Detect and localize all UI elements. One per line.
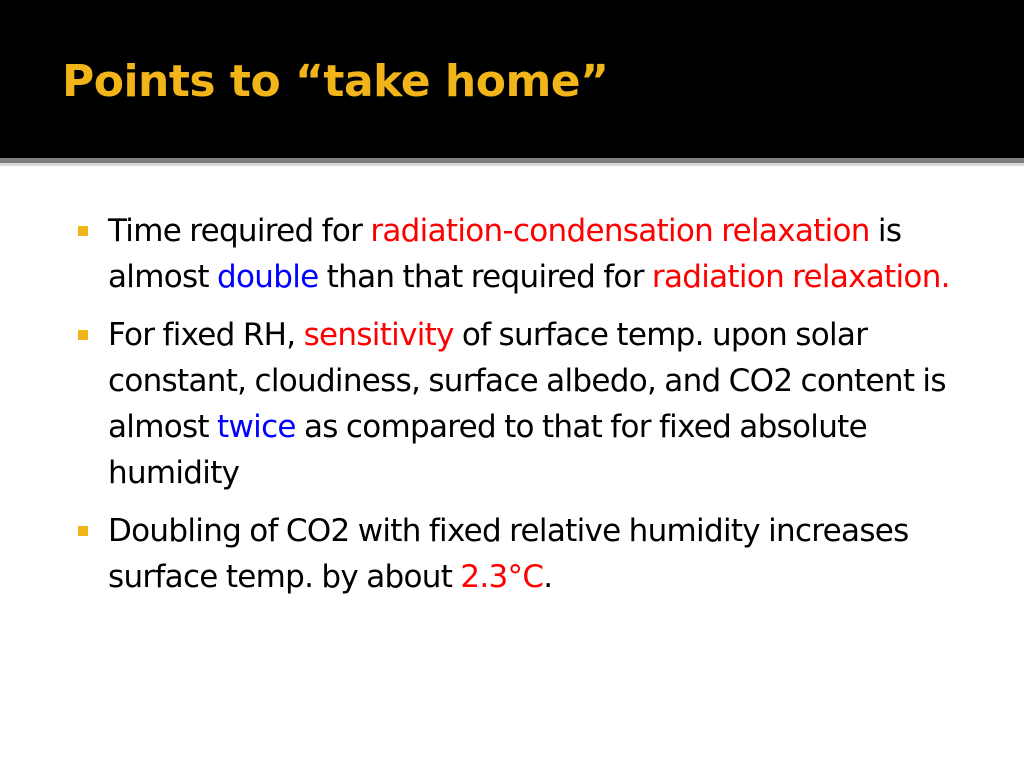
text-segment: Time required for (108, 213, 371, 249)
bullet-item (78, 508, 978, 600)
highlight-red: radiation relaxation. (651, 259, 950, 295)
bullet-text (108, 317, 946, 491)
slide-title: Points to “take home” (62, 56, 609, 107)
text-segment: . (543, 559, 553, 595)
highlight-blue: twice (217, 409, 296, 445)
bullet-item (78, 312, 978, 496)
text-segment: is almost (108, 213, 902, 295)
text-segment: as compared to that for fixed absolute humidity (108, 409, 867, 491)
bullet-text (108, 513, 909, 595)
bullet-item (78, 208, 978, 300)
highlight-red: sensitivity (303, 317, 454, 353)
bullet-square-icon (78, 330, 88, 340)
text-segment: Doubling of CO2 with fixed relative humidity increases surface temp. by about (108, 513, 909, 595)
bullet-square-icon (78, 526, 88, 536)
highlight-red: 2.3°C (460, 559, 544, 595)
bullet-list (78, 208, 978, 600)
divider-line-light (0, 163, 1024, 166)
text-segment: of surface temp. upon solar constant, cloudiness, surface albedo, and CO2 content is almost (108, 317, 946, 445)
text-segment: For fixed RH, (108, 317, 304, 353)
bullet-text (108, 213, 950, 295)
title-bar (0, 0, 1024, 158)
highlight-red: radiation-condensation relaxation (370, 213, 870, 249)
text-segment: than that required for (318, 259, 652, 295)
bullet-square-icon (78, 226, 88, 236)
highlight-blue: double (217, 259, 319, 295)
